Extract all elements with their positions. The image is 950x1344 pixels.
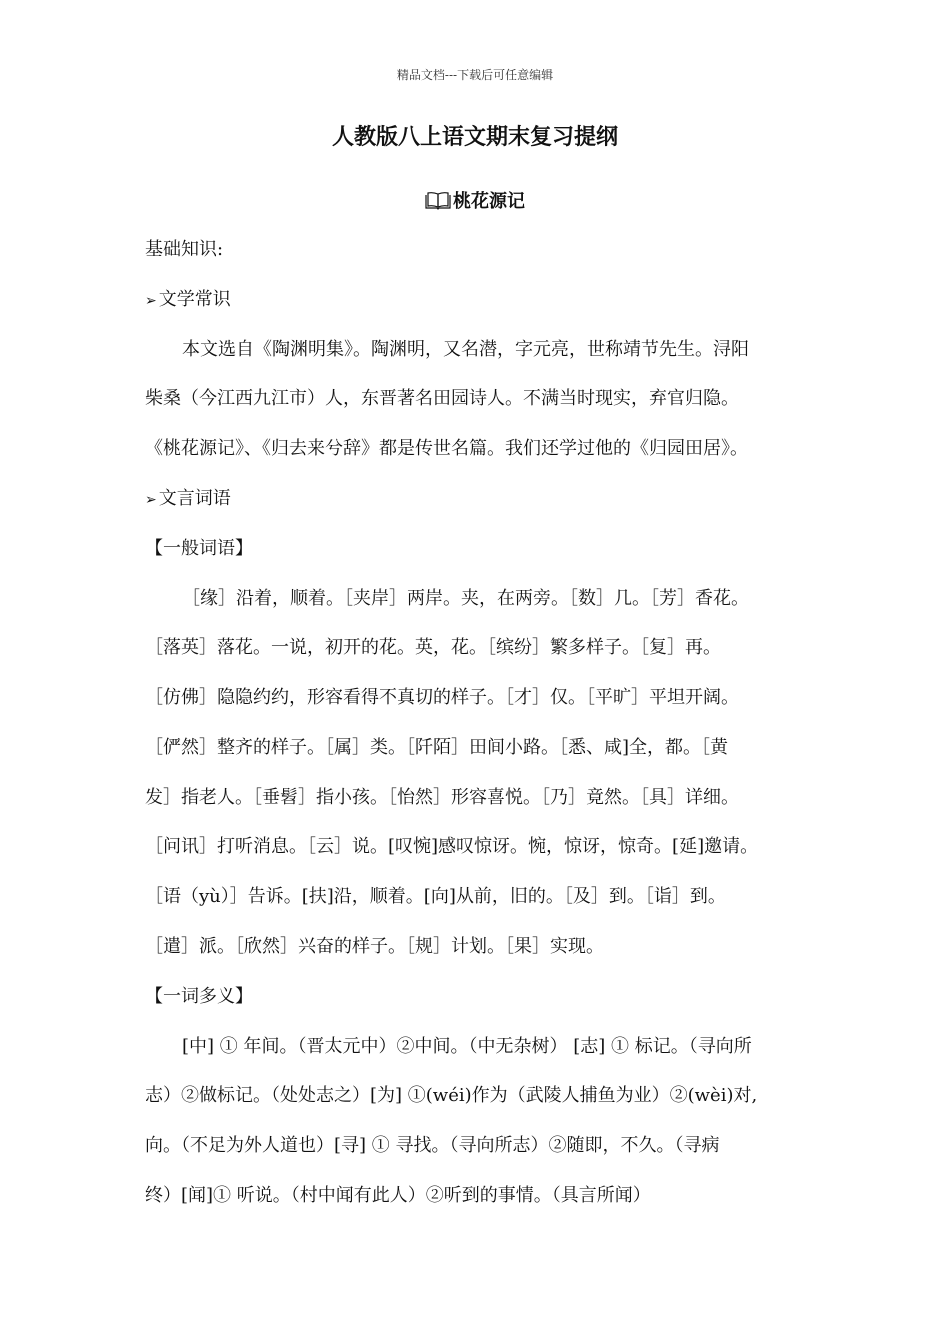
book-icon [425,192,451,210]
basics-label: 基础知识: [145,239,224,260]
paragraph-line: 向。（不足为外人道也）[寻] ① 寻找。（寻向所志）②随即，不久。（寻病 [145,1135,720,1156]
paragraph-line: ［仿佛］隐隐约约，形容看得不真切的样子。［才］仅。［平旷］平坦开阔。 [145,687,739,708]
paragraph-line: ［语（yù）］告诉。[扶]沿，顺着。[向]从前，旧的。［及］到。［诣］到。 [145,886,726,907]
paragraph-line: ［俨然］整齐的样子。［属］类。［阡陌］田间小路。［悉、咸]全，都。［黄 [145,737,729,758]
paragraph-line: ［问讯］打听消息。［云］说。[叹惋]感叹惊讶。惋，惊讶，惊奇。[延]邀请。 [145,836,759,857]
section-title [0,187,950,213]
paragraph-line: 发］指老人。［垂髫］指小孩。［怡然］形容喜悦。［乃］竟然。［具］详细。 [145,787,739,808]
vocab-heading-text: 文言词语 [158,488,231,509]
paragraph-line: 柴桑（今江西九江市）人，东晋著名田园诗人。不满当时现实，弃官归隐。 [145,388,739,409]
section-title-text: 桃花源记 [453,191,525,212]
arrow-bullet-icon: ➢ [145,492,157,508]
paragraph-line: ［遣］派。［欣然］兴奋的样子。［规］计划。［果］实现。 [145,936,604,957]
paragraph-line: 终）[闻]① 听说。（村中闻有此人）②听到的事情。（具言所闻） [145,1185,651,1206]
paragraph-line: 志）②做标记。（处处志之）[为] ①(wéi)作为（武陵人捕鱼为业）②(wèi)对, [145,1085,758,1106]
vocab-heading [145,486,231,513]
paragraph-line: [中] ① 年间。（晋太元中）②中间。（中无杂树） [志] ① 标记。（寻向所 [182,1036,752,1057]
page-title: 人教版八上语文期末复习提纲 [331,124,618,150]
lit-heading-text: 文学常识 [158,289,231,310]
paragraph-line: ［落英］落花。一说，初开的花。英，花。［缤纷］繁多样子。［复］再。 [145,637,721,658]
polysemy-label: 【一词多义】 [145,986,253,1007]
general-vocab-label: 【一般词语】 [145,538,253,559]
header-note: 精品文档---下载后可任意编辑 [396,68,554,82]
lit-heading [145,287,231,314]
paragraph-line: 本文选自《陶渊明集》。陶渊明，又名潜，字元亮，世称靖节先生。浔阳 [182,339,749,360]
arrow-bullet-icon: ➢ [145,293,157,309]
paragraph-line: 《桃花源记》、《归去来兮辞》都是传世名篇。我们还学过他的《归园田居》。 [145,438,748,459]
paragraph-line: ［缘］沿着，顺着。［夹岸］两岸。夹，在两旁。［数］几。［芳］香花。 [182,588,749,609]
